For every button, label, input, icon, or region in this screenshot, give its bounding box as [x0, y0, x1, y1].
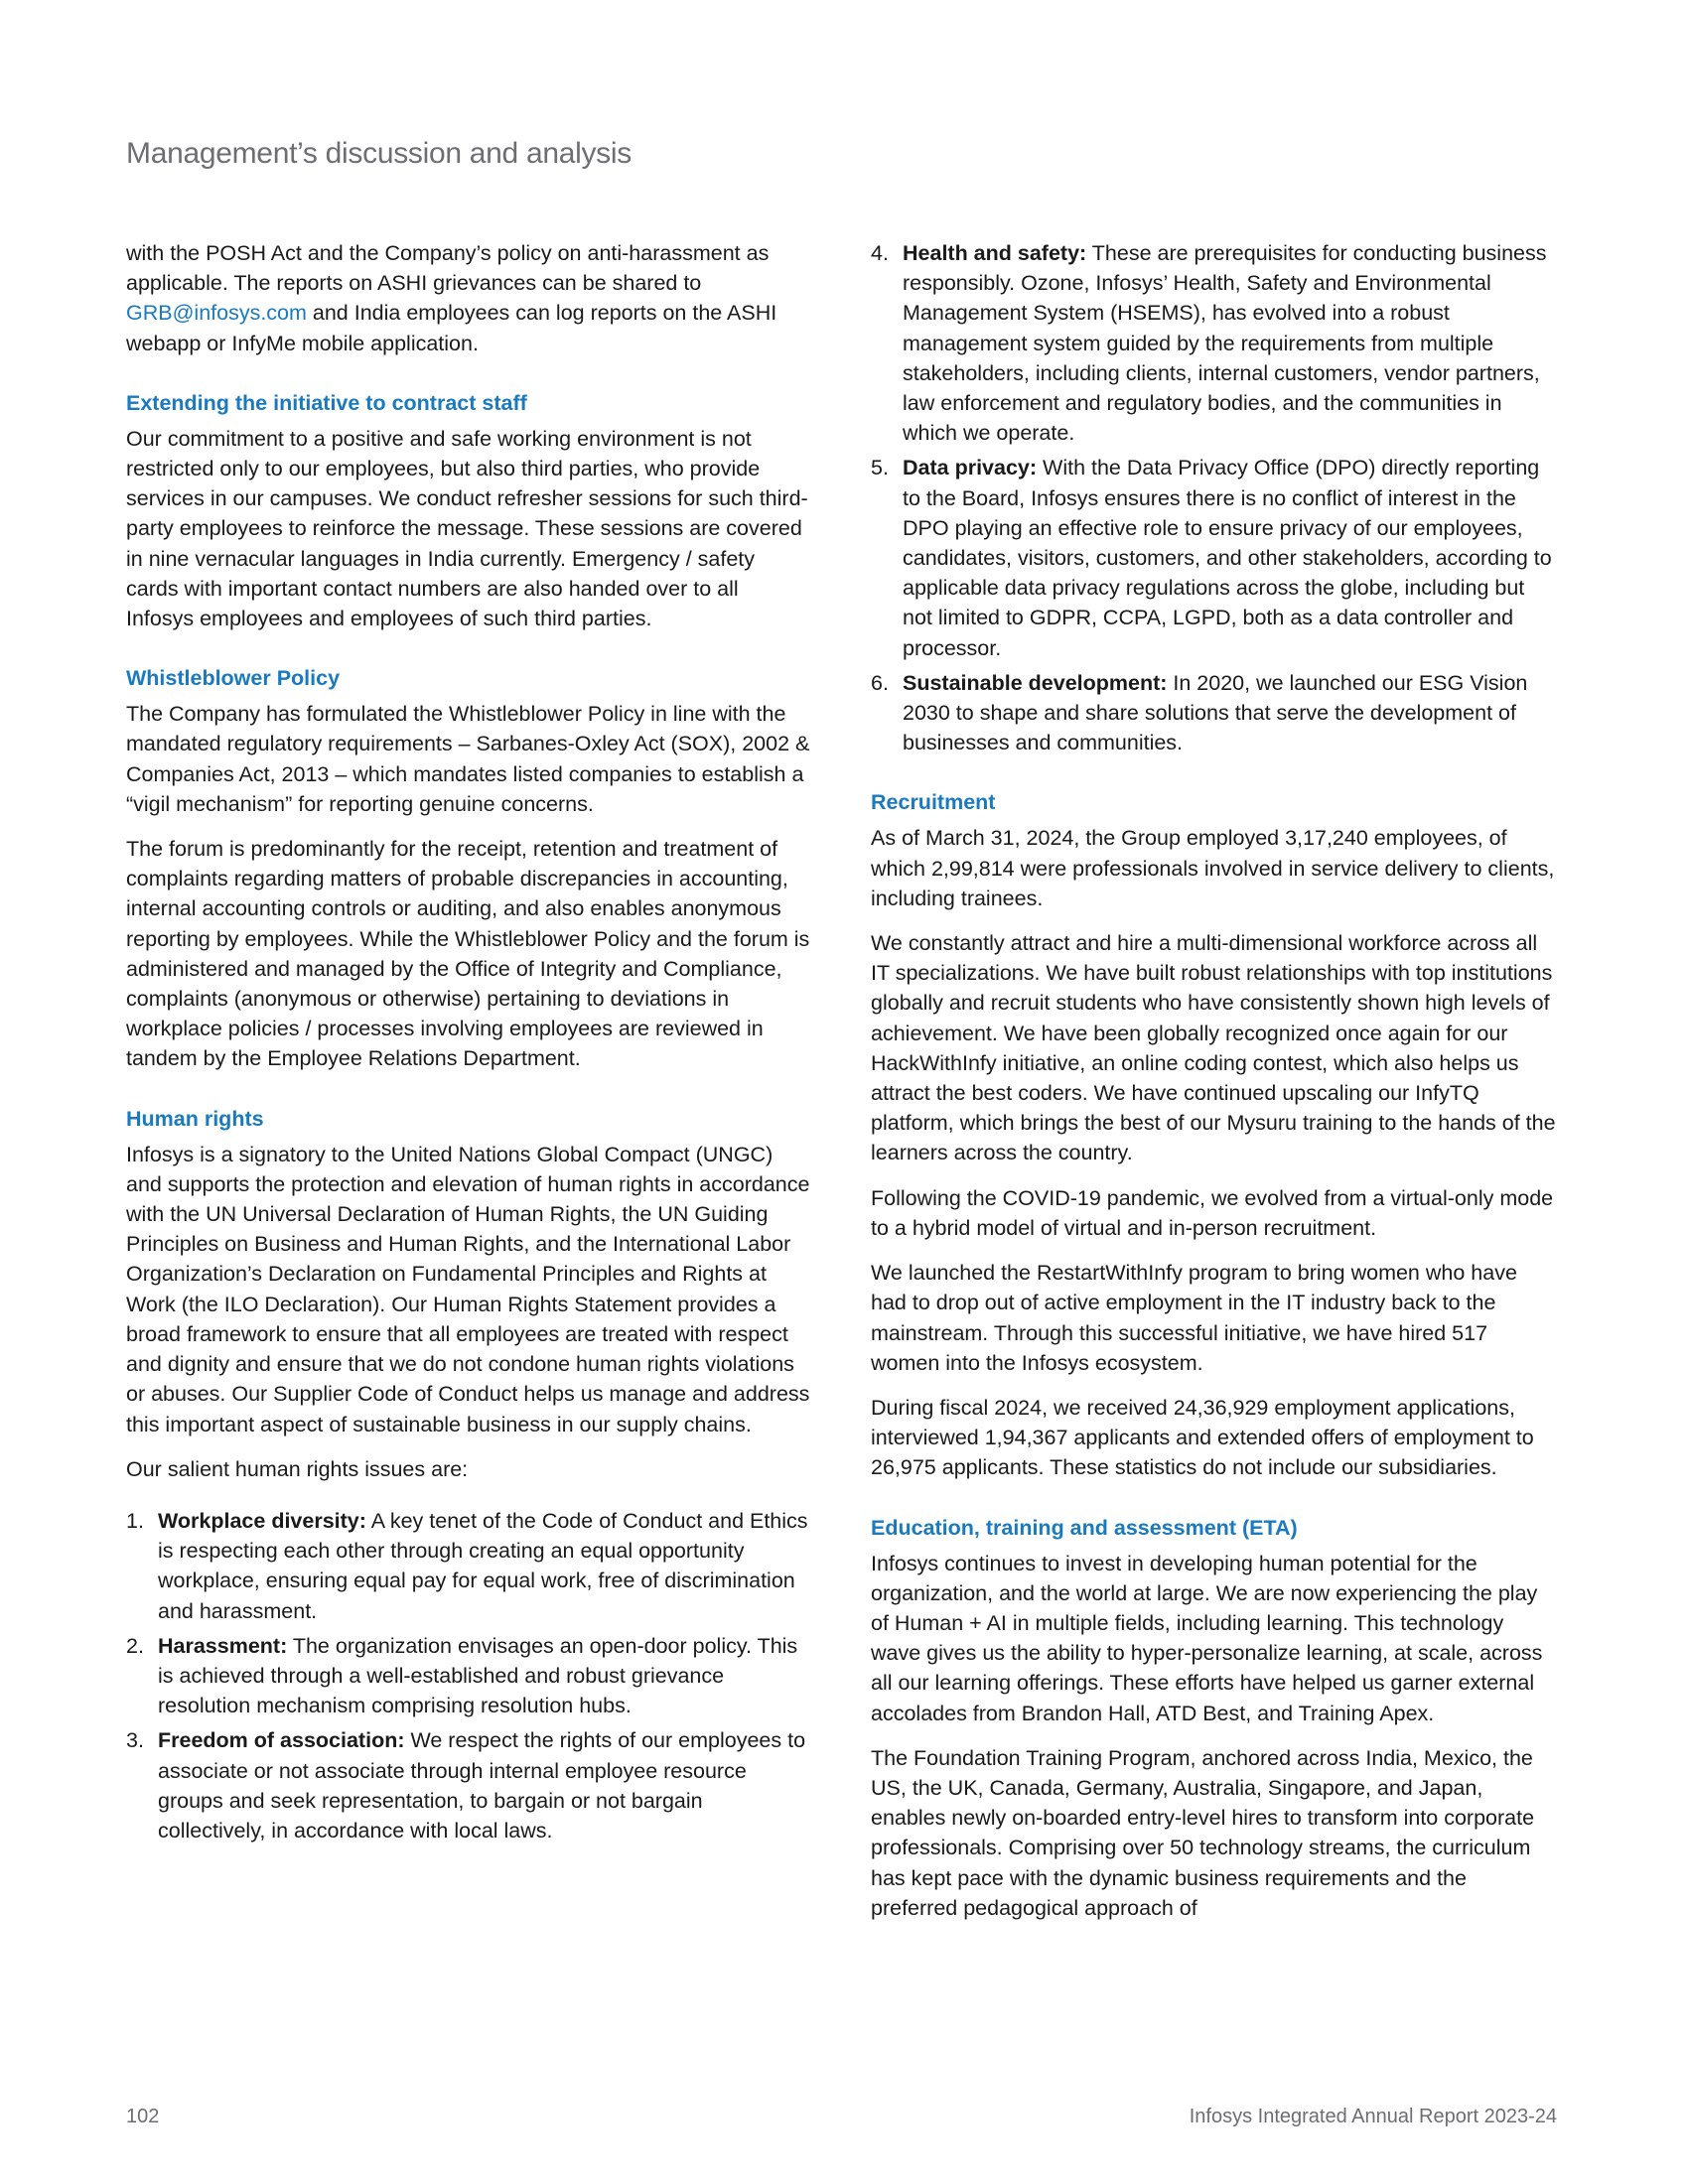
page-number: 102 — [126, 2106, 160, 2127]
human-rights-issues-list — [126, 1506, 811, 1845]
eta-paragraph-1: Infosys continues to invest in developing human potential for the organization, and the world at large. We are now experiencing the play of Human + AI in multiple fields, including learning. This technology wave gives us the ability to hyper-personalize learning, at scale, across all our learning offerings. These efforts have helped us garner external accolades from Brandon Hall, ATD Best, and Training Apex. — [871, 1551, 1543, 1725]
list-item: 4. Health and safety: These are prerequisites for conducting business responsibly. Ozone, Infosys’ Health, Safety and Environmental Management System (HSEMS), has evolved into a robust management system guided by the requirements from multiple stakeholders, including clients, internal customers, vendor partners, law enforcement and regulatory bodies, and the communities in which we operate. — [871, 241, 1547, 446]
right-column — [871, 238, 1556, 1938]
email-link[interactable]: GRB@infosys.com — [126, 301, 307, 326]
human-rights-paragraph-1: Infosys is a signatory to the United Nations Global Compact (UNGC) and supports the protection and elevation of human rights in accordance with the UN Universal Declaration of Human Rights, the UN Guiding Principles on Business and Human Rights, and the International Labor Organization’s Declaration on Fundamental Principles and Rights at Work (the ILO Declaration). Our Human Rights Statement provides a broad framework to ensure that all employees are treated with respect and dignity and ensure that we do not condone human rights violations or abuses. Our Supplier Code of Conduct helps us manage and address this important aspect of sustainable business in our supply chains. — [126, 1142, 810, 1436]
section-heading-human-rights: Human rights — [126, 1106, 264, 1131]
human-rights-issues-list-continued — [871, 238, 1556, 757]
list-item: 2. Harassment: The organization envisages an open-door policy. This is achieved through a well-established and robust grievance resolution mechanism comprising resolution hubs. — [126, 1633, 798, 1718]
report-title: Infosys Integrated Annual Report 2023-24 — [1189, 2106, 1557, 2127]
whistleblower-paragraph-1: The Company has formulated the Whistleblower Policy in line with the mandated regulatory requirements – Sarbanes-Oxley Act (SOX), 2002 & Companies Act, 2013 – which mandates listed companies to establish a “vigil mechanism” for reporting genuine concerns. — [126, 702, 810, 816]
recruitment-paragraph-2: We constantly attract and hire a multi-dimensional workforce across all IT specializations. We have built robust relationships with top institutions globally and recruit students who have consistently shown high levels of achievement. We have been globally recognized once again for our HackWithInfy initiative, an online coding contest, which also helps us attract the best coders. We have continued upscaling our InfyTQ platform, which brings the best of our Mysuru training to the hands of the learners across the country. — [871, 931, 1556, 1165]
section-heading-whistleblower: Whistleblower Policy — [126, 666, 341, 691]
intro-paragraph: with the POSH Act and the Company’s policy on anti-harassment as applicable. The reports on ASHI grievances can be shared to GRB@infosys.com and India employees can log reports on the ASHI webapp or InfyMe mobile application. — [126, 241, 777, 355]
contract-staff-paragraph: Our commitment to a positive and safe working environment is not restricted only to our employees, but also third parties, who provide services in our campuses. We conduct refresher sessions for such third-party employees to reinforce the message. These sessions are covered in nine vernacular languages in India currently. Emergency / safety cards with important contact numbers are also handed over to all Infosys employees and employees of such third parties. — [126, 426, 808, 631]
list-item: 3. Freedom of association: We respect the rights of our employees to associate or not associate through internal employee resource groups and seek representation, to bargain or not bargain collectively, in accordance with local laws. — [126, 1728, 806, 1843]
eta-paragraph-2: The Foundation Training Program, anchored across India, Mexico, the US, the UK, Canada, Germany, Australia, Singapore, and Japan, enables newly on-boarded entry-level hires to transform into corporate professionals. Comprising over 50 technology streams, the curriculum has kept pace with the dynamic business requirements and the preferred pedagogical approach of — [871, 1745, 1535, 1920]
whistleblower-paragraph-2: The forum is predominantly for the receipt, retention and treatment of complaints regarding matters of probable discrepancies in accounting, internal accounting controls or auditing, and also enables anonymous reporting by employees. While the Whistleblower Policy and the forum is administered and managed by the Office of Integrity and Compliance, complaints (anonymous or otherwise) pertaining to deviations in workplace policies / processes involving employees are reviewed in tandem by the Employee Relations Department. — [126, 837, 810, 1071]
list-item: 6. Sustainable development: In 2020, we launched our ESG Vision 2030 to shape and share solutions that serve the development of businesses and communities. — [871, 670, 1528, 755]
section-heading-eta: Education, training and assessment (ETA) — [871, 1515, 1298, 1540]
page-title: Management’s discussion and analysis — [126, 137, 632, 170]
recruitment-paragraph-1: As of March 31, 2024, the Group employed 3,17,240 employees, of which 2,99,814 were professionals involved in service delivery to clients, including trainees. — [871, 826, 1555, 910]
recruitment-paragraph-4: We launched the RestartWithInfy program to bring women who have had to drop out of active employment in the IT industry back to the mainstream. Through this successful initiative, we have hired 517 women into the Infosys ecosystem. — [871, 1261, 1517, 1375]
list-item: 1. Workplace diversity: A key tenet of the Code of Conduct and Ethics is respecting each other through creating an equal opportunity workplace, ensuring equal pay for equal work, free of discrimination and harassment. — [126, 1508, 808, 1623]
section-heading-contract-staff: Extending the initiative to contract staff — [126, 390, 527, 415]
list-item: 5. Data privacy: With the Data Privacy Office (DPO) directly reporting to the Board, Infosys ensures there is no conflict of interest in the DPO playing an effective role to ensure privacy of our employees, candidates, visitors, customers, and other stakeholders, according to applicable data privacy regulations across the globe, including but not limited to GDPR, CCPA, LGPD, both as a data controller and processor. — [871, 456, 1552, 660]
section-heading-recruitment: Recruitment — [871, 790, 996, 815]
human-rights-paragraph-2: Our salient human rights issues are: — [126, 1456, 469, 1481]
recruitment-paragraph-5: During fiscal 2024, we received 24,36,929 employment applications, interviewed 1,94,367 applicants and extended offers of employment to 26,975 applicants. These statistics do not include our subsidiaries. — [871, 1395, 1534, 1480]
left-column — [126, 238, 811, 1850]
recruitment-paragraph-3: Following the COVID-19 pandemic, we evolved from a virtual-only mode to a hybrid model of virtual and in-person recruitment. — [871, 1185, 1554, 1240]
